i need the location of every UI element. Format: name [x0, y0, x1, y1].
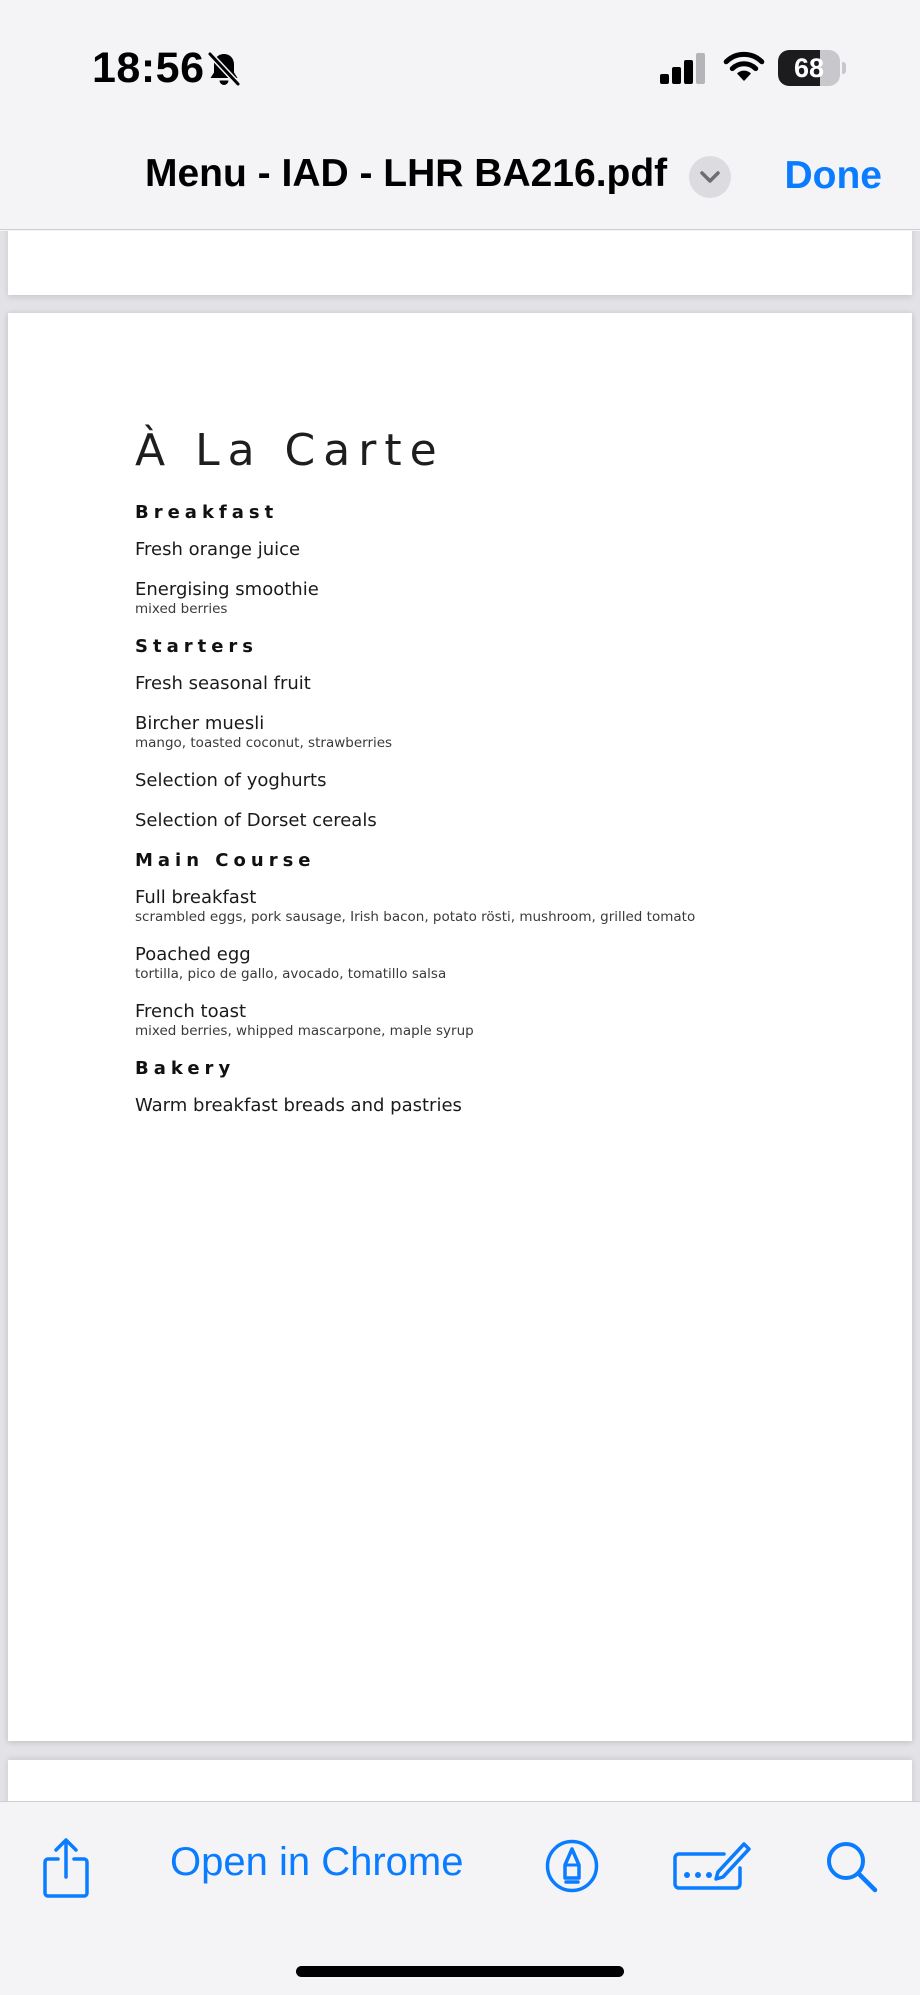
menu-section-breakfast	[135, 502, 855, 618]
menu-section-bakery	[135, 1058, 855, 1117]
home-indicator	[296, 1966, 624, 1977]
menu-section-main-course	[135, 850, 855, 1040]
markup-pen-icon	[544, 1838, 600, 1894]
menu-item	[135, 1001, 855, 1040]
section-heading: Breakfast	[135, 502, 279, 523]
item-description: mango, toasted coconut, strawberries	[135, 735, 393, 751]
menu-item	[135, 887, 855, 926]
item-name: Bircher muesli	[135, 713, 265, 734]
pdf-page	[8, 313, 912, 1741]
item-name: Energising smoothie	[135, 579, 319, 600]
battery-body	[778, 50, 840, 86]
battery-level: 68	[793, 53, 825, 83]
previous-page	[8, 231, 912, 295]
form-fill-icon	[672, 1838, 752, 1894]
menu-item	[135, 1095, 855, 1117]
chevron-down-icon	[699, 168, 721, 186]
item-description: scrambled eggs, pork sausage, Irish bacon, potato rösti, mushroom, grilled tomato	[135, 909, 696, 925]
document-title[interactable]: Menu - IAD - LHR BA216.pdf	[145, 152, 668, 195]
share-button[interactable]	[40, 1837, 92, 1899]
bottom-toolbar	[0, 1801, 920, 1995]
item-name: Poached egg	[135, 944, 251, 965]
status-time: 18:56	[92, 44, 205, 92]
item-description: tortilla, pico de gallo, avocado, tomatillo salsa	[135, 966, 447, 982]
menu-item	[135, 673, 855, 695]
menu-item	[135, 810, 855, 832]
search-button[interactable]	[823, 1838, 879, 1894]
done-button[interactable]: Done	[784, 154, 882, 197]
item-description: mixed berries, whipped mascarpone, maple syrup	[135, 1023, 474, 1039]
menu-title: À La Carte	[135, 425, 445, 476]
item-name: Warm breakfast breads and pastries	[135, 1095, 462, 1116]
bell-off-icon	[206, 50, 242, 88]
battery-cap	[842, 62, 846, 74]
menu-item	[135, 944, 855, 983]
markup-button[interactable]	[544, 1838, 600, 1894]
next-page	[8, 1760, 912, 1801]
menu-item	[135, 770, 855, 792]
menu-item	[135, 579, 855, 618]
battery-icon	[778, 50, 844, 86]
title-menu-button[interactable]	[689, 156, 731, 198]
item-name: Selection of Dorset cereals	[135, 810, 377, 831]
menu-item	[135, 539, 855, 561]
item-name: Selection of yoghurts	[135, 770, 327, 791]
item-name: Fresh seasonal fruit	[135, 673, 311, 694]
form-fill-button[interactable]	[672, 1838, 752, 1894]
document-viewport[interactable]	[0, 231, 920, 1801]
section-heading: Main Course	[135, 850, 316, 871]
section-heading: Bakery	[135, 1058, 236, 1079]
item-name: Fresh orange juice	[135, 539, 301, 560]
search-icon	[823, 1838, 879, 1894]
item-name: French toast	[135, 1001, 247, 1022]
status-bar	[0, 0, 920, 120]
menu-item	[135, 713, 855, 752]
share-icon	[40, 1837, 92, 1899]
section-heading: Starters	[135, 636, 258, 657]
open-in-chrome-button[interactable]: Open in Chrome	[170, 1840, 464, 1884]
menu-content	[135, 425, 855, 1135]
menu-section-starters	[135, 636, 855, 832]
wifi-icon	[722, 48, 766, 84]
nav-bar	[0, 120, 920, 230]
item-description: mixed berries	[135, 601, 228, 617]
signal-icon	[658, 52, 708, 84]
item-name: Full breakfast	[135, 887, 257, 908]
